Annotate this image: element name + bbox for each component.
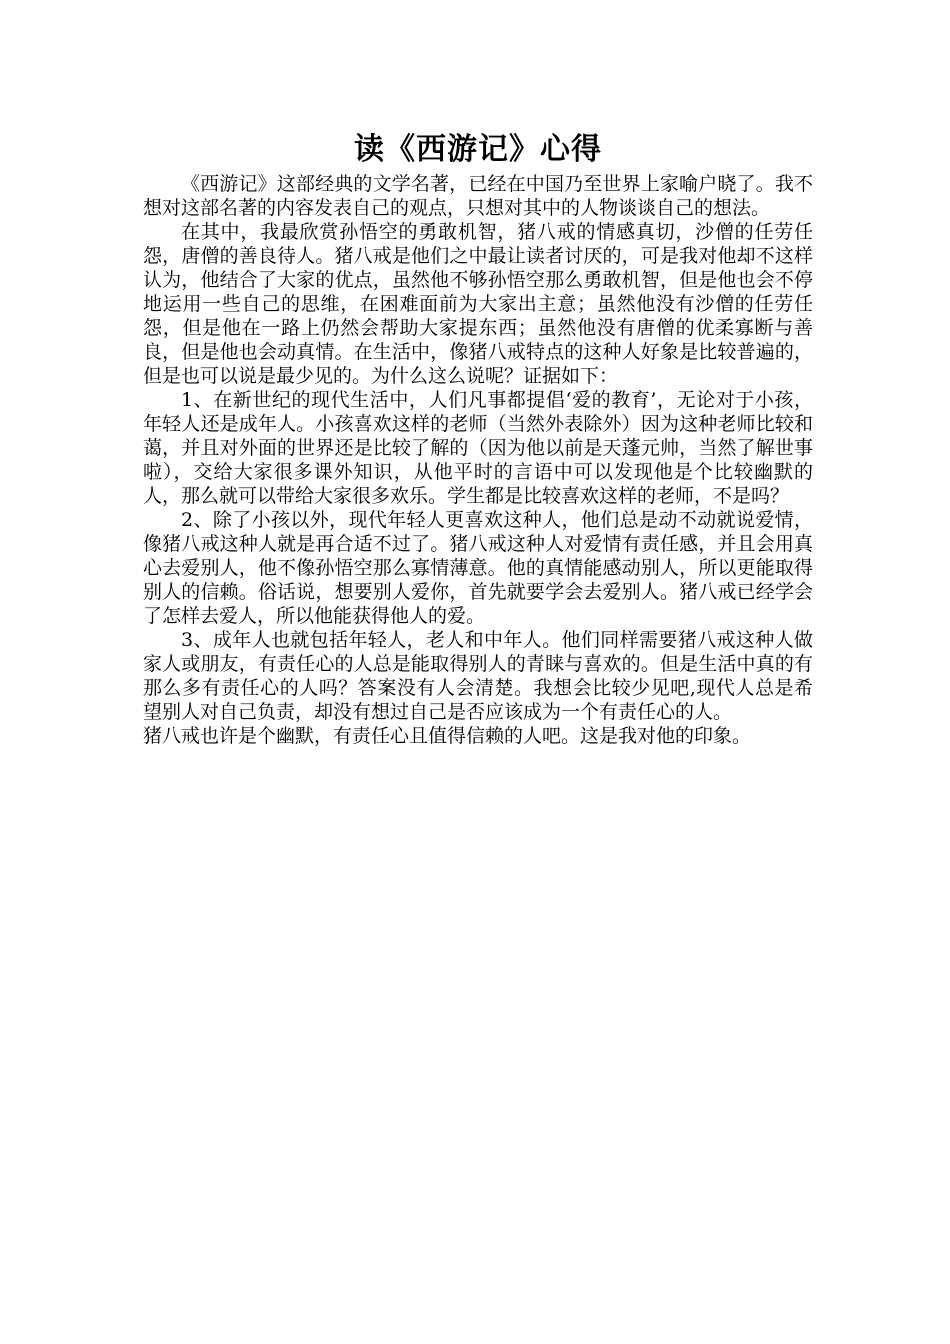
paragraph-closing: 猪八戒也许是个幽默，有责任心且值得信赖的人吧。这是我对他的印象。 (143, 725, 752, 747)
document-title: 读《西游记》心得 (354, 132, 602, 167)
paragraph-point-2: 2、除了小孩以外，现代年轻人更喜欢这种人，他们总是动不动就说爱情，像猪八戒这种人就是再合适不过了。猪八戒这种人对爱情有责任感，并且会用真心去爱别人，他不像孙悟空那么寡情薄意。他的真情能感动别人，所以更能取得别人的信赖。俗话说，想要别人爱你，首先就要学会去爱别人。猪八戒已经学会了怎样去爱人，所以他能获得他人的爱。 (143, 509, 813, 627)
paragraph-point-1: 1、在新世纪的现代生活中，人们凡事都提倡‘爱的教育’，无论对于小孩，年轻人还是成年人。小孩喜欢这样的老师（当然外表除外）因为这种老师比较和蔼，并且对外面的世界还是比较了解的（因为他以前是天蓬元帅，当然了解世事啦），交给大家很多课外知识，从他平时的言语中可以发现他是个比较幽默的人，那么就可以带给大家很多欢乐。学生都是比较喜欢这样的老师，不是吗？ (143, 389, 813, 507)
paragraph-point-3: 3、成年人也就包括年轻人，老人和中年人。他们同样需要猪八戒这种人做家人或朋友，有责任心的人总是能取得别人的青睐与喜欢的。但是生活中真的有那么多有责任心的人吗？答案没有人会清楚。我想会比较少见吧,现代人总是希望别人对自己负责，却没有想过自己是否应该成为一个有责任心的人。 (143, 629, 813, 723)
paragraph-intro: 《西游记》这部经典的文学名著，已经在中国乃至世界上家喻户晓了。我不想对这部名著的内容发表自己的观点，只想对其中的人物谈谈自己的想法。 (143, 173, 813, 219)
paragraph-characters: 在其中，我最欣赏孙悟空的勇敢机智，猪八戒的情感真切，沙僧的任劳任怨，唐僧的善良待人。猪八戒是他们之中最让读者讨厌的，可是我对他却不这样认为，他结合了大家的优点，虽然他不够孙悟空那么勇敢机智，但是他也会不停地运用一些自己的思维，在困难面前为大家出主意；虽然他没有沙僧的任劳任怨，但是他在一路上仍然会帮助大家提东西；虽然他没有唐僧的优柔寡断与善良，但是他也会动真情。在生活中，像猪八戒特点的这种人好象是比较普遍的，但是也可以说是最少见的。为什么这么说呢？证据如下： (143, 221, 813, 387)
document-body (143, 128, 813, 748)
